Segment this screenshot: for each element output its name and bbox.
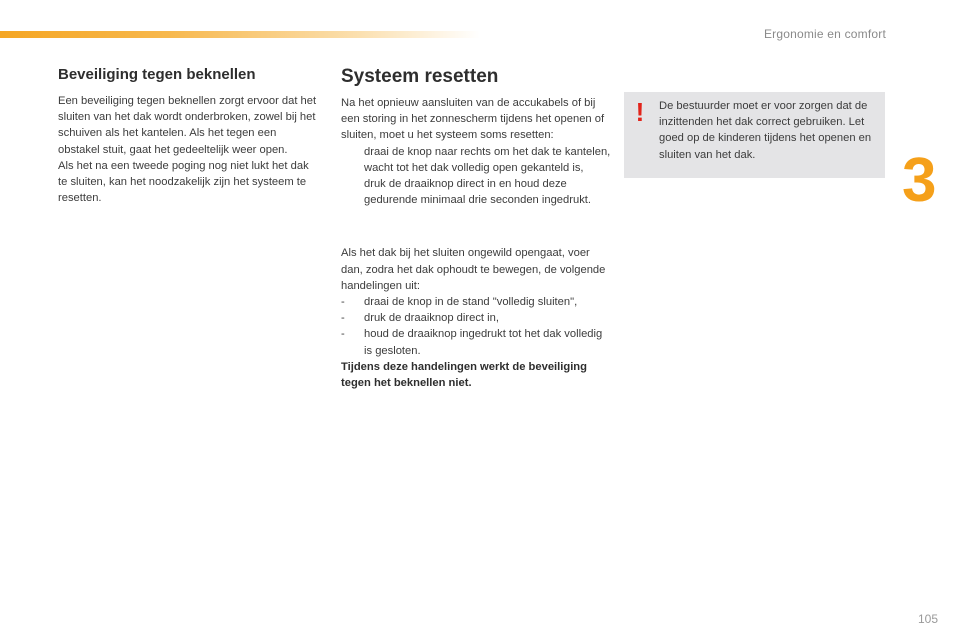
exclamation-icon: ! — [635, 97, 645, 127]
closing-steps-list — [341, 294, 611, 359]
list-item: - houd de draaiknop ingedrukt tot het dak volledig is gesloten. — [341, 328, 603, 357]
chapter-number: 3 — [902, 146, 937, 215]
reset-steps-list — [341, 144, 611, 209]
list-item: druk de draaiknop direct in en houd deze gedurende minimaal drie seconden ingedrukt. — [364, 178, 592, 207]
middle-column — [341, 66, 611, 391]
paragraph: Als het na een tweede poging nog niet lukt het dak te sluiten, kan het noodzakelijk zijn het systeem te resetten. — [58, 159, 309, 205]
dash-mark: - — [341, 328, 345, 341]
list-item: draai de knop naar rechts om het dak te kantelen, — [364, 145, 611, 158]
paragraph: Als het dak bij het sluiten ongewild opengaat, voer dan, zodra het dak ophoudt te bewegen, de volgende handelingen uit: — [341, 247, 606, 292]
warning-box — [624, 92, 885, 178]
note-bold: Tijdens deze handelingen werkt de beveiliging tegen het beknellen niet. — [341, 360, 587, 390]
header-accent-bar — [0, 31, 480, 38]
paragraph: Na het opnieuw aansluiten van de accukabels of bij een storing in het zonnescherm tijdens het openen of sluiten, moet u het systeem soms resetten: — [341, 97, 605, 142]
page-number: 105 — [917, 612, 938, 626]
section-heading-anti-pinch: Beveiliging tegen beknellen — [58, 66, 256, 83]
dash-mark: - — [341, 312, 345, 325]
left-column — [58, 66, 318, 206]
warning-text: De bestuurder moet er voor zorgen dat de inzittenden het dak correct gebruiken. Let goed op de kinderen tijdens het openen en sluiten van het dak. — [659, 100, 872, 161]
section-heading-reset: Systeem resetten — [341, 66, 499, 87]
list-item: - druk de draaiknop direct in, — [341, 310, 611, 326]
dash-mark: - — [341, 296, 345, 309]
list-item: wacht tot het dak volledig open gekanteld is, — [364, 161, 584, 174]
paragraph: Een beveiliging tegen beknellen zorgt ervoor dat het sluiten van het dak wordt onderbroken, zowel bij het schuiven als het kantelen. Als het tegen een obstakel stuit, gaat het gedeeltelijk weer open. — [58, 95, 317, 156]
list-item: - draai de knop in de stand "volledig sluiten", — [341, 294, 611, 310]
chapter-title: Ergonomie en comfort — [763, 27, 886, 41]
